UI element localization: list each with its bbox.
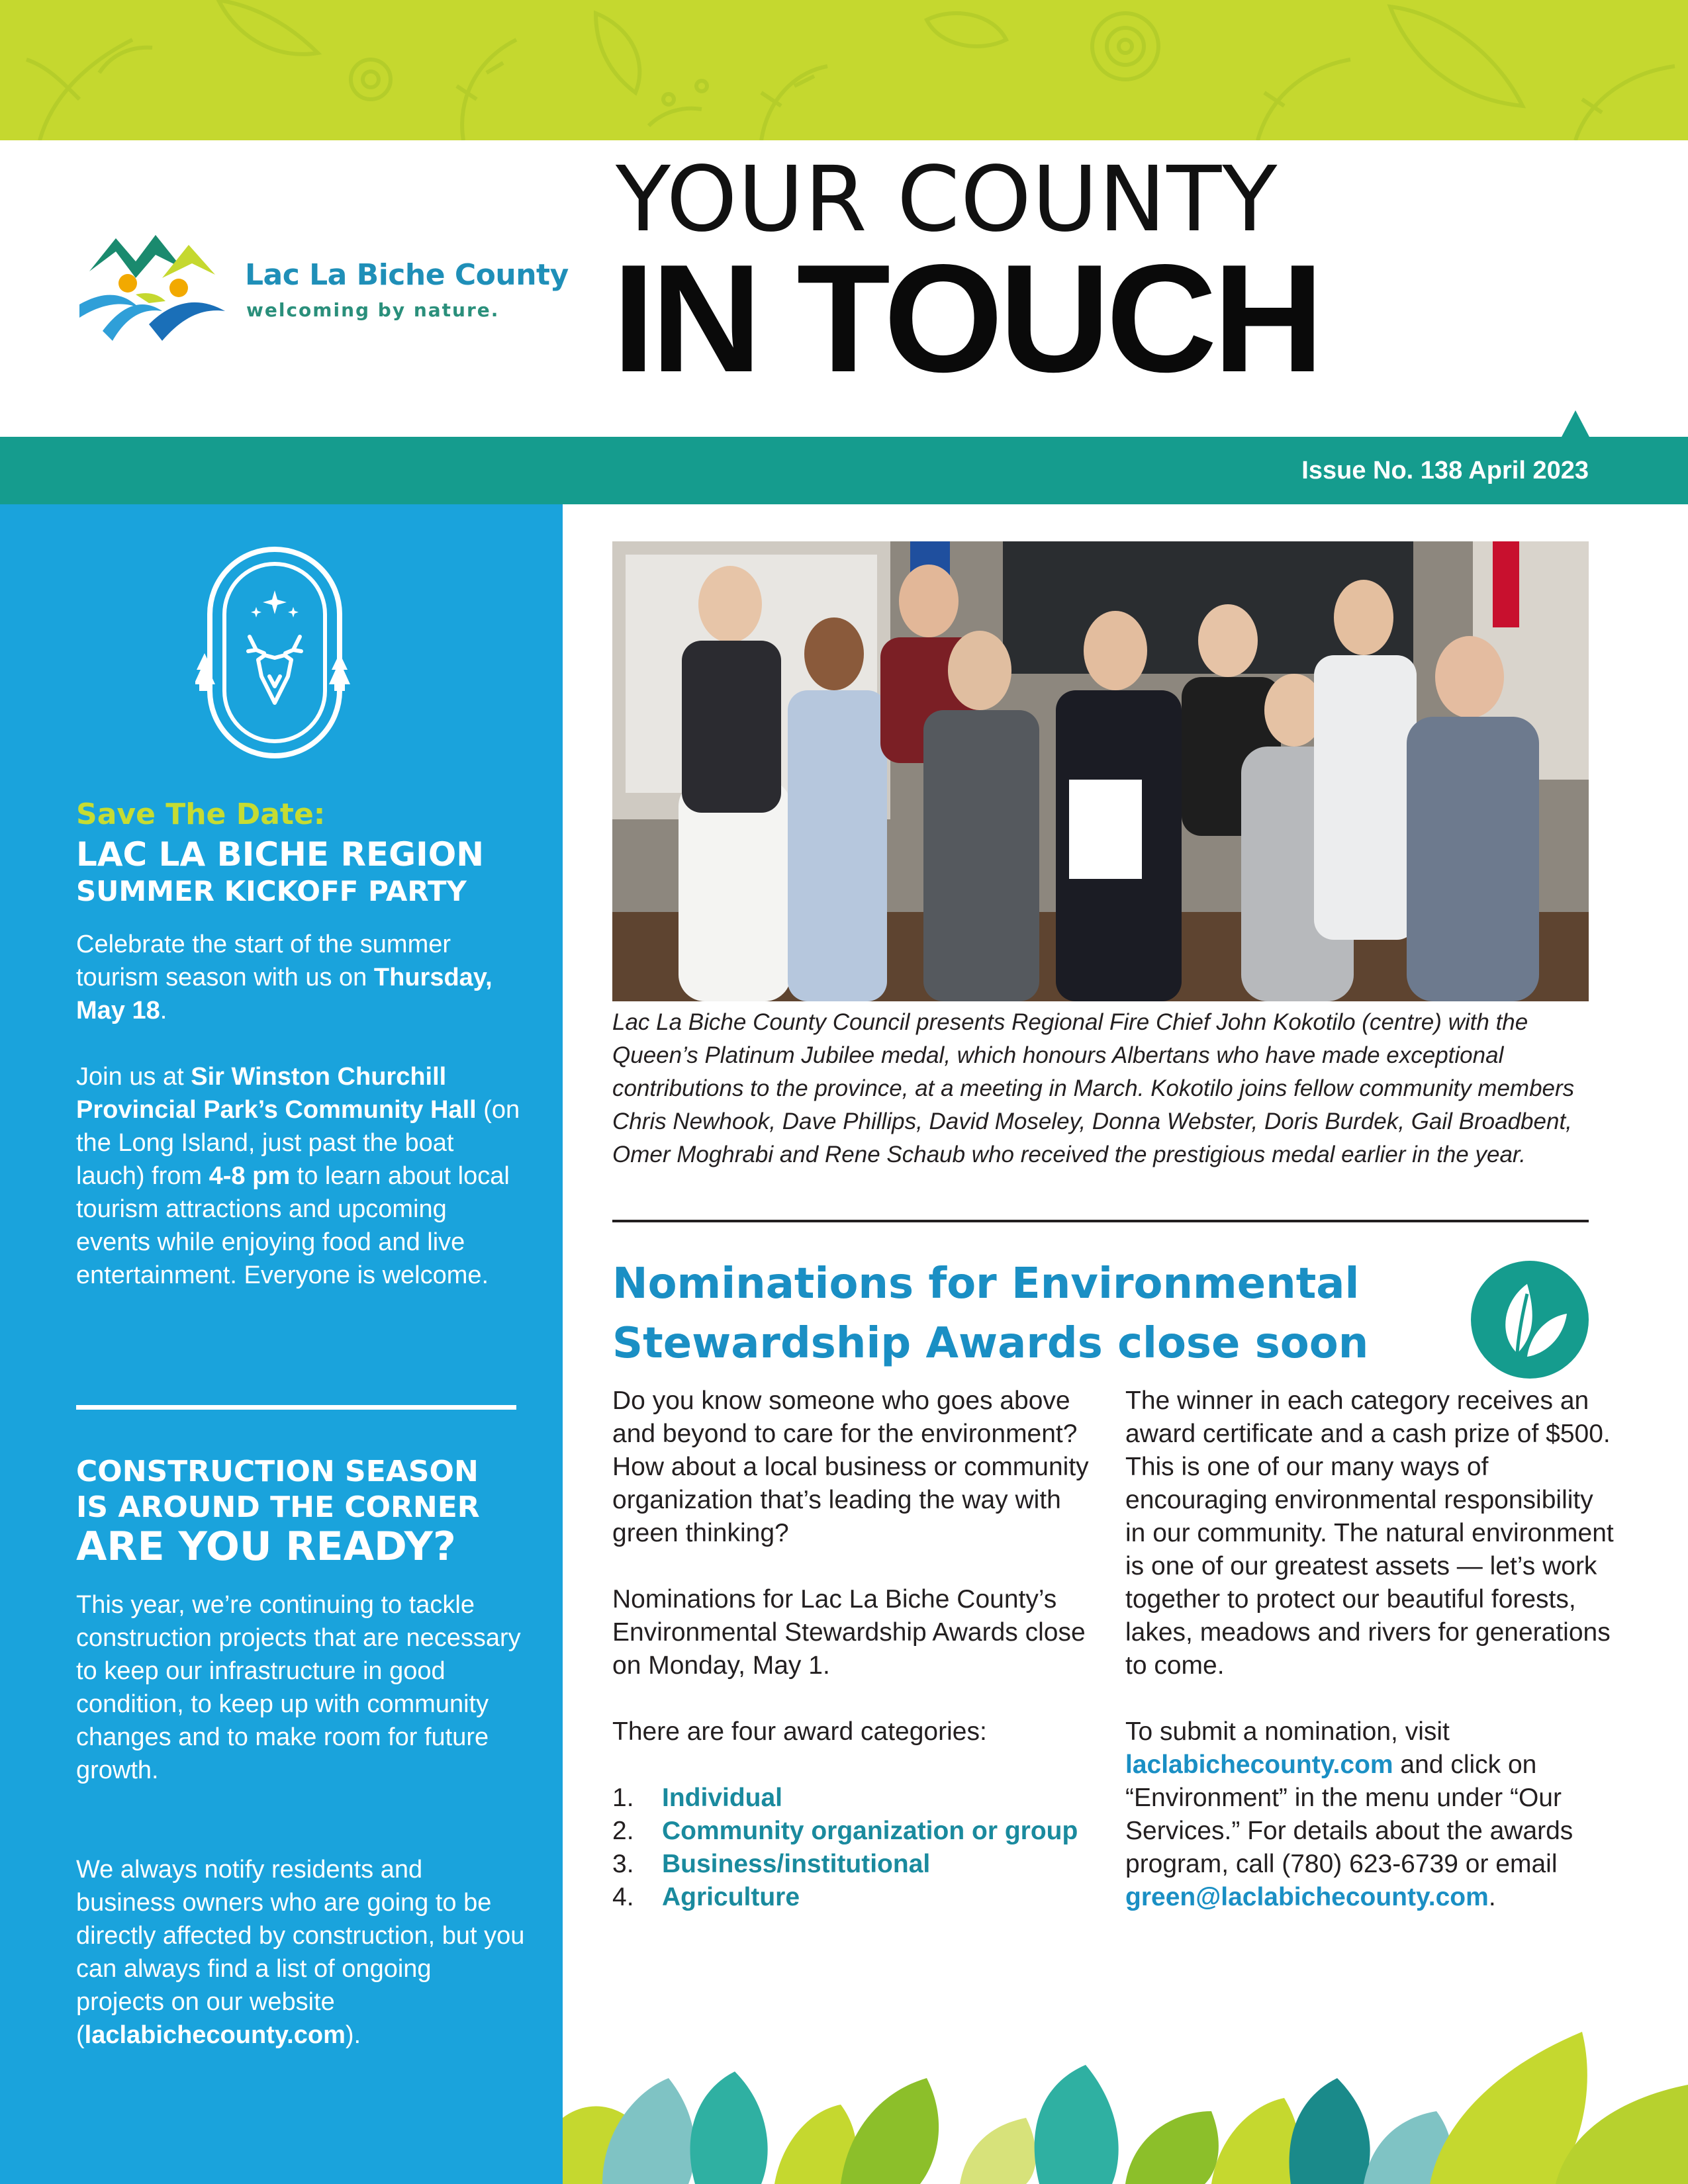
decorative-leaves bbox=[563, 1999, 1688, 2184]
party-title-line2: SUMMER KICKOFF PARTY bbox=[76, 875, 467, 907]
party-details-text1: Join us at bbox=[76, 1063, 191, 1091]
construction-paragraph1: This year, we’re continuing to tackle construction projects that are necessary to keep our infrastructure in good condition, to keep up with community changes and to make room for future growth. bbox=[76, 1591, 521, 1784]
website-link[interactable]: laclabichecounty.com bbox=[84, 2021, 346, 2049]
floral-pattern bbox=[0, 0, 1688, 140]
email-link[interactable]: green@laclabichecounty.com bbox=[1125, 1883, 1489, 1911]
list-number: 4. bbox=[612, 1883, 634, 1911]
env-right-para2 bbox=[1125, 1715, 1615, 1914]
list-item bbox=[612, 1815, 1102, 1848]
party-intro-paragraph bbox=[76, 928, 526, 1027]
category-label: Agriculture bbox=[662, 1883, 800, 1911]
party-intro-end: . bbox=[160, 997, 167, 1024]
party-intro-text: Celebrate the start of the summer tourism season with us on bbox=[76, 931, 451, 991]
list-number: 3. bbox=[612, 1850, 634, 1878]
construction-heading-line3: ARE YOU READY? bbox=[76, 1524, 456, 1570]
nomination-text2: and click on “Environment” in the menu under “Our Services.” For details about the awards program, call (780) 623-6739 or email bbox=[1125, 1751, 1573, 1878]
county-website-link[interactable]: laclabichecounty.com bbox=[1125, 1751, 1393, 1779]
party-title-line1: LAC LA BICHE REGION bbox=[76, 835, 485, 874]
county-logo[interactable] bbox=[76, 225, 569, 357]
category-label: Individual bbox=[662, 1784, 783, 1812]
party-time: 4-8 pm bbox=[209, 1162, 291, 1190]
party-details-text2: (on the Long Island, just past the boat lauch) from bbox=[76, 1096, 520, 1190]
list-item bbox=[612, 1881, 1102, 1914]
newsletter-title-line2: IN TOUCH bbox=[612, 233, 1321, 404]
list-item bbox=[612, 1848, 1102, 1881]
list-number: 1. bbox=[612, 1784, 634, 1812]
env-left-para3: There are four award categories: bbox=[612, 1717, 987, 1746]
council-group-photo bbox=[612, 541, 1589, 1001]
nomination-text3: . bbox=[1488, 1883, 1496, 1911]
logo-mark-icon bbox=[76, 225, 235, 351]
award-categories-list bbox=[612, 1782, 1102, 1914]
party-venue: Sir Winston Churchill Provincial Park’s Community Hall bbox=[76, 1063, 477, 1124]
construction-heading-line1: CONSTRUCTION SEASON bbox=[76, 1455, 479, 1488]
env-right-para1: The winner in each category receives an award certificate and a cash prize of $500. This is one of our many ways of encouraging environmental responsibility in our community. The natural environment is one of our greatest assets — let’s work together to protect our beautiful forests, lakes, meadows and rivers for generations to come. bbox=[1125, 1387, 1614, 1680]
logo-tagline: welcoming by nature. bbox=[246, 299, 500, 321]
newsletter-title-line1: YOUR COUNTY bbox=[616, 148, 1278, 252]
top-floral-banner bbox=[0, 0, 1688, 140]
list-item bbox=[612, 1782, 1102, 1815]
construction-para2-text1: We always notify residents and business owners who are going to be directly affected by construction, but you can always find a list of ongoing projects on our website ( bbox=[76, 1856, 525, 2049]
nomination-text1: To submit a nomination, visit bbox=[1125, 1717, 1450, 1746]
category-label: Business/institutional bbox=[662, 1850, 931, 1878]
env-heading-line2: Stewardship Awards close soon bbox=[612, 1319, 1369, 1368]
env-left-para1: Do you know someone who goes above and beyond to care for the environment? How about a local business or community organization that’s leading the way with green thinking? bbox=[612, 1387, 1089, 1547]
group-photo-image bbox=[612, 541, 1589, 1001]
issue-number: Issue No. 138 April 2023 bbox=[1301, 457, 1589, 484]
party-date: Thursday, May 18 bbox=[76, 964, 492, 1024]
construction-para2-text2: ). bbox=[345, 2021, 361, 2049]
env-left-column bbox=[612, 1385, 1102, 1914]
construction-paragraph2 bbox=[76, 1853, 526, 2052]
env-left-para2: Nominations for Lac La Biche County’s Environmental Stewardship Awards close on Monday, May 1. bbox=[612, 1585, 1086, 1680]
provincial-park-badge-icon bbox=[195, 544, 354, 762]
construction-heading-line2: IS AROUND THE CORNER bbox=[76, 1490, 480, 1524]
category-label: Community organization or group bbox=[662, 1817, 1078, 1845]
party-details-text3: to learn about local tourism attractions and upcoming events while enjoying food and live entertainment. Everyone is welcome. bbox=[76, 1162, 510, 1289]
sidebar-divider bbox=[76, 1405, 516, 1410]
env-heading-line1: Nominations for Environmental bbox=[612, 1259, 1360, 1308]
logo-name: Lac La Biche County bbox=[245, 258, 569, 292]
leaf-icon bbox=[1471, 1261, 1589, 1379]
list-number: 2. bbox=[612, 1817, 634, 1845]
save-date-label: Save The Date: bbox=[76, 797, 326, 831]
photo-caption: Lac La Biche County Council presents Regional Fire Chief John Kokotilo (centre) with the Queen’s Platinum Jubilee medal, which honours Albertans who have made exceptional contributions to the province, at a meeting in March. Kokotilo joins fellow community members Chris Newhook, Dave Phillips, David Moseley, Donna Webster, Doris Burdek, Gail Broadbent, Omer Moghrabi and Rene Schaub who received the prestigious medal earlier in the year. bbox=[612, 1009, 1575, 1167]
main-divider bbox=[612, 1220, 1589, 1222]
env-right-column bbox=[1125, 1385, 1615, 1914]
party-details-paragraph bbox=[76, 1060, 526, 1292]
bar-notch bbox=[1561, 410, 1590, 438]
env-awards-heading bbox=[612, 1254, 1446, 1373]
